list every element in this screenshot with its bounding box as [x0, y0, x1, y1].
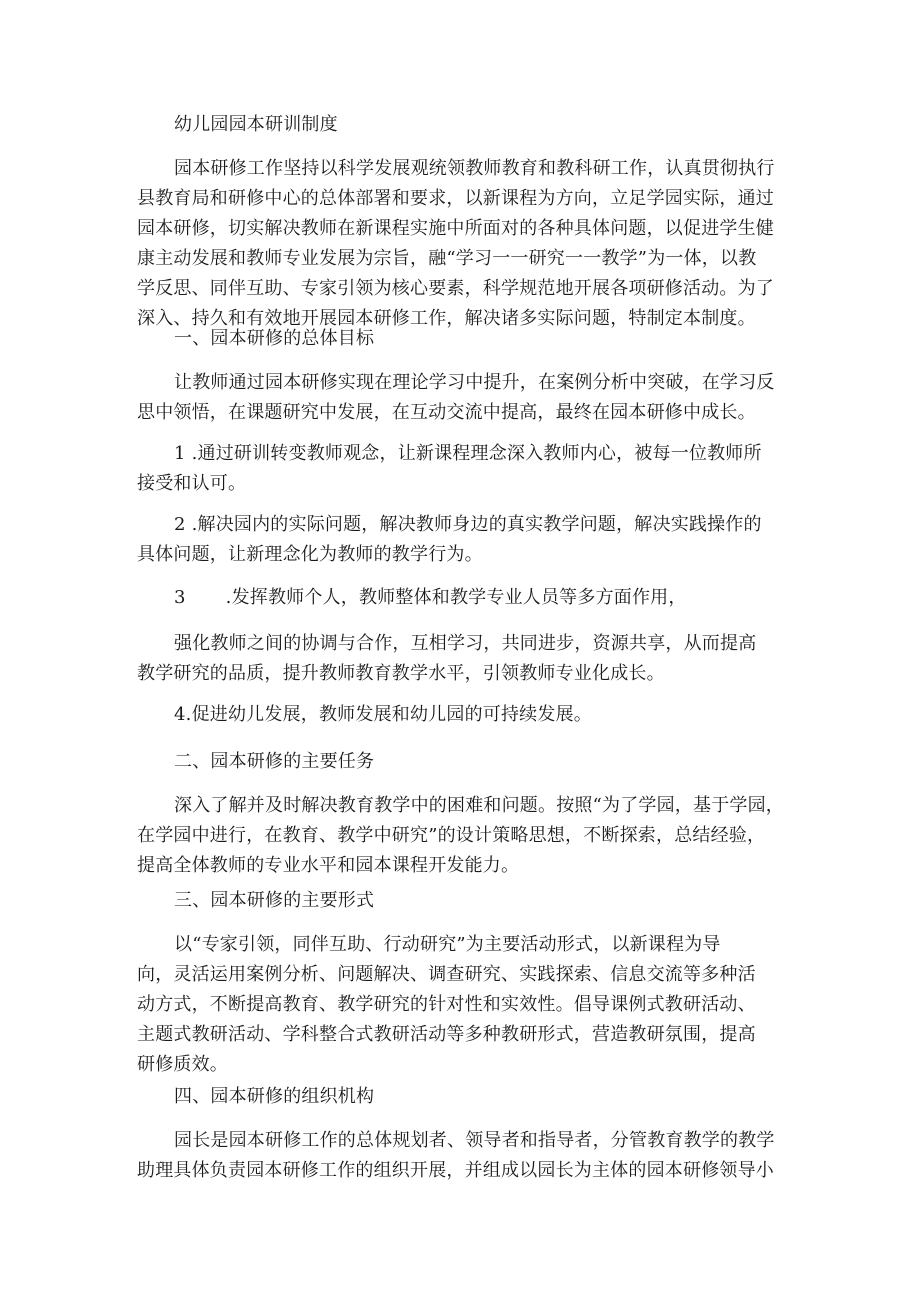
paragraph-line: 1 .通过研训转变教师观念，让新课程理念深入教师内心，被每一位教师所 [174, 443, 762, 464]
paragraph-line: 县教育局和研修中心的总体部署和要求，以新课程为方向，立足学园实际，通过 [137, 188, 774, 209]
paragraph-line: 研修质效。 [137, 1054, 228, 1075]
section-heading [137, 324, 834, 354]
paragraph-line: 思中领悟，在课题研究中发展，在互动交流中提高，最终在园本研修中成长。 [137, 402, 756, 423]
section1-paragraph [137, 368, 797, 428]
paragraph-line: 动方式，不断提高教育、教学研究的针对性和实效性。倡导课例式教研活动、 [137, 994, 756, 1015]
paragraph-line: 以“专家引领，同伴互助、行动研究”为主要活动形式，以新课程为导 [174, 934, 721, 955]
heading-text: 四、园本研修的组织机构 [174, 1086, 375, 1107]
heading-text: 一、园本研修的总体目标 [174, 328, 375, 349]
paragraph-line: 深入、持久和有效地开展园本研修工作，解决诸多实际问题，特制定本制度。 [137, 308, 756, 329]
paragraph-line: 学反思、同伴互助、专家引领为核心要素，科学规范地开展各项研修活动。为了 [137, 278, 774, 299]
list-item-3-continued [137, 629, 797, 689]
paragraph-line: 具体问题，让新理念化为教师的教学行为。 [137, 544, 483, 565]
paragraph-line: 强化教师之间的协调与合作，互相学习，共同进步，资源共享，从而提高 [174, 633, 757, 654]
paragraph-line: 向，灵活运用案例分析、问题解决、调查研究、实践探索、信息交流等多种活 [137, 964, 756, 985]
paragraph-line: 提高全体教师的专业水平和园本课程开发能力。 [137, 855, 520, 876]
list-item-3 [137, 583, 834, 613]
paragraph-line: 园本研修工作坚持以科学发展观统领教师教育和教科研工作，认真贯彻执行 [174, 158, 775, 179]
section-heading [137, 747, 834, 777]
section-heading [137, 1082, 834, 1112]
paragraph-line: 让教师通过园本研修实现在理论学习中提升，在案例分析中突破，在学习反 [174, 372, 775, 393]
list-text: .发挥教师个人，教师整体和教学专业人员等多方面作用， [225, 587, 687, 608]
paragraph-line: 助理具体负责园本研修工作的组织开展，并组成以园长为主体的园本研修领导小 [137, 1160, 774, 1181]
section4-paragraph [137, 1126, 797, 1186]
heading-text: 三、园本研修的主要形式 [174, 890, 375, 911]
paragraph-line: 园本研修，切实解决教师在新课程实施中所面对的各种具体问题，以促进学生健 [137, 218, 774, 239]
list-item-1 [137, 439, 797, 499]
paragraph-line: 2 .解决园内的实际问题，解决教师身边的真实教学问题，解决实践操作的 [174, 514, 762, 535]
paragraph-line [174, 583, 834, 613]
document-title [137, 110, 834, 140]
section3-paragraph [137, 930, 797, 1080]
paragraph-line: 深入了解并及时解决教育教学中的困难和问题。按照“为了学园，基于学园， [174, 795, 784, 816]
heading-text: 二、园本研修的主要任务 [174, 751, 375, 772]
title-text: 幼儿园园本研训制度 [174, 114, 338, 135]
list-number: 3 [174, 587, 186, 608]
paragraph-line: 园长是园本研修工作的总体规划者、领导者和指导者，分管教育教学的教学 [174, 1130, 775, 1151]
paragraph-line: 康主动发展和教师专业发展为宗旨，融“学习一一研究一一教学”为一体，以教 [137, 248, 757, 269]
section-heading [137, 886, 834, 916]
paragraph-line: 在学园中进行，在教育、教学中研究”的设计策略思想，不断探索，总结经验， [137, 825, 766, 846]
list-item-4 [137, 700, 834, 730]
paragraph-line: 主题式教研活动、学科整合式教研活动等多种教研形式，营造教研氛围，提高 [137, 1024, 756, 1045]
list-item-2 [137, 510, 797, 570]
section2-paragraph [137, 791, 797, 881]
paragraph-line: 4.促进幼儿发展，教师发展和幼儿园的可持续发展。 [174, 704, 592, 725]
paragraph-line: 教学研究的品质，提升教师教育教学水平，引领教师专业化成长。 [137, 663, 665, 684]
paragraph-line: 接受和认可。 [137, 473, 247, 494]
intro-paragraph [137, 154, 797, 334]
